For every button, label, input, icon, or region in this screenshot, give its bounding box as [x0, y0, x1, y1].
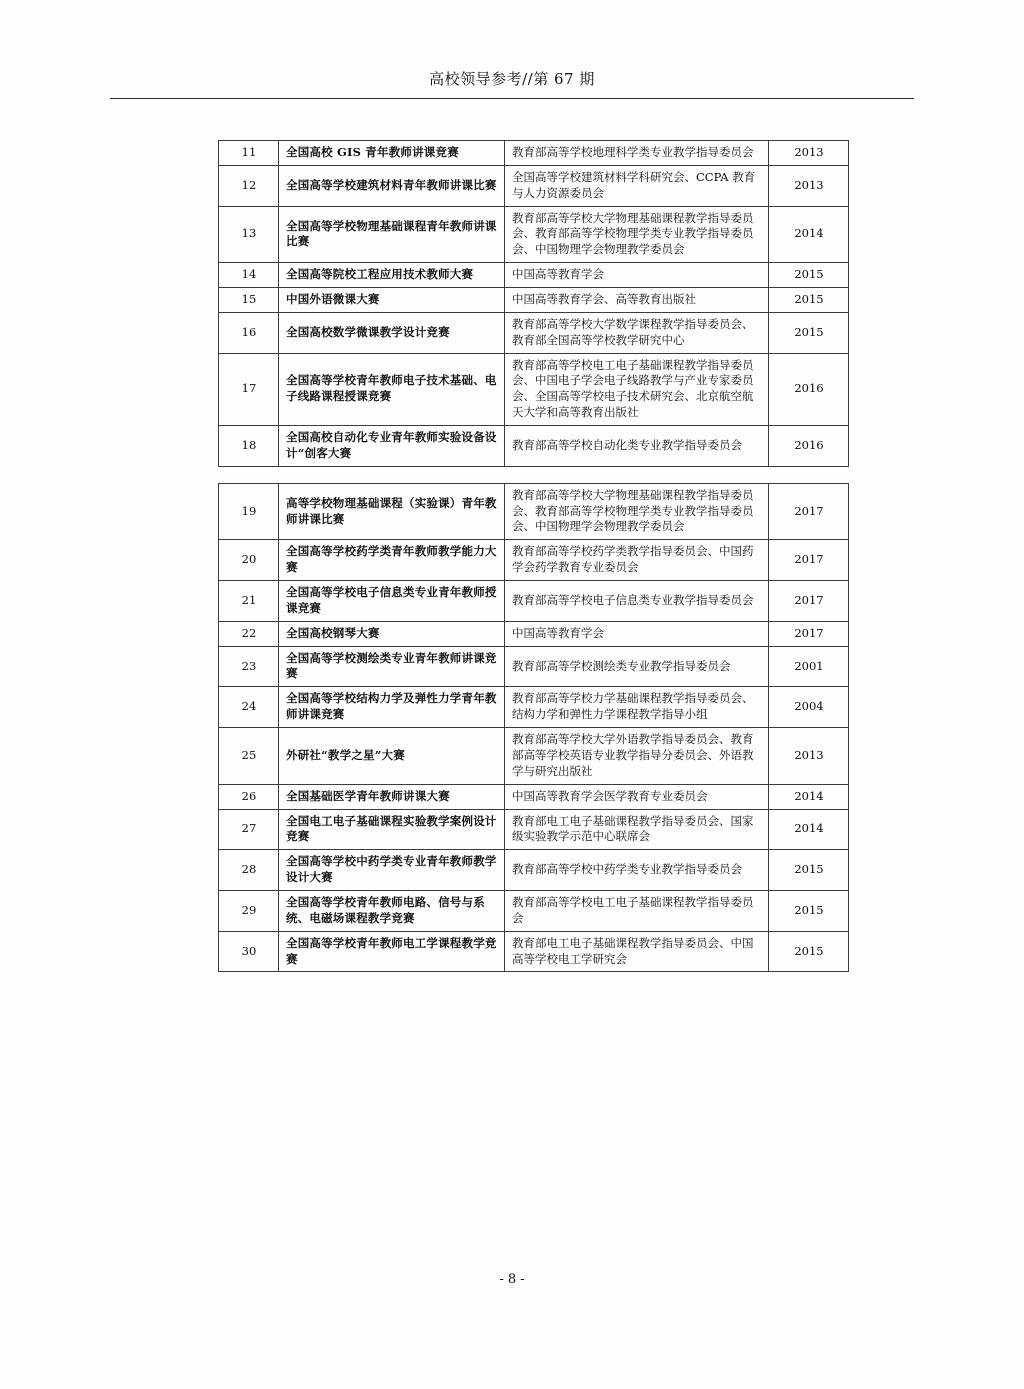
cell-organizer: 教育部高等学校地理科学类专业教学指导委员会: [505, 141, 769, 166]
cell-year: 2015: [769, 312, 849, 353]
cell-serial-number: 24: [219, 687, 279, 728]
table-row: [219, 809, 849, 850]
cell-organizer: 全国高等学校建筑材料学科研究会、CCPA 教育与人力资源委员会: [505, 165, 769, 206]
cell-serial-number: 26: [219, 784, 279, 809]
cell-competition-name: 全国高等学校中药学类专业青年教师教学设计大赛: [279, 850, 505, 891]
cell-organizer: 教育部高等学校中药学类专业教学指导委员会: [505, 850, 769, 891]
cell-competition-name: 中国外语微课大赛: [279, 288, 505, 313]
cell-competition-name: 全国高等学校药学类青年教师教学能力大赛: [279, 540, 505, 581]
cell-organizer: 教育部高等学校自动化类专业教学指导委员会: [505, 426, 769, 467]
cell-competition-name: 全国高校钢琴大赛: [279, 621, 505, 646]
cell-year: 2013: [769, 165, 849, 206]
competition-table-lower: [218, 483, 849, 973]
table-row: [219, 206, 849, 263]
cell-competition-name: 全国高等院校工程应用技术教师大赛: [279, 263, 505, 288]
table-row: [219, 646, 849, 687]
cell-organizer: 教育部电工电子基础课程教学指导委员会、中国高等学校电工学研究会: [505, 931, 769, 972]
cell-competition-name: 外研社“教学之星”大赛: [279, 728, 505, 785]
cell-year: 2014: [769, 784, 849, 809]
cell-year: 2013: [769, 728, 849, 785]
cell-competition-name: 全国高等学校建筑材料青年教师讲课比赛: [279, 165, 505, 206]
table-section-gap: [218, 467, 808, 483]
cell-serial-number: 11: [219, 141, 279, 166]
table-row: [219, 931, 849, 972]
table-row: [219, 728, 849, 785]
cell-competition-name: 全国高等学校结构力学及弹性力学青年教师讲课竞赛: [279, 687, 505, 728]
table-row: [219, 540, 849, 581]
table-row: [219, 165, 849, 206]
cell-serial-number: 22: [219, 621, 279, 646]
cell-organizer: 教育部高等学校大学物理基础课程教学指导委员会、教育部高等学校物理学类专业教学指导委员会、中国物理学会物理教学委员会: [505, 206, 769, 263]
cell-year: 2014: [769, 206, 849, 263]
table-row: [219, 687, 849, 728]
running-header: 高校领导参考//第 67 期: [429, 70, 595, 88]
cell-year: 2001: [769, 646, 849, 687]
cell-year: 2016: [769, 426, 849, 467]
competition-table-part-1: [218, 140, 824, 467]
table-row: [219, 850, 849, 891]
cell-serial-number: 12: [219, 165, 279, 206]
cell-serial-number: 28: [219, 850, 279, 891]
cell-serial-number: 21: [219, 581, 279, 622]
cell-year: 2004: [769, 687, 849, 728]
cell-year: 2017: [769, 581, 849, 622]
cell-competition-name: 全国高等学校青年教师电路、信号与系统、电磁场课程教学竞赛: [279, 890, 505, 931]
table-row: [219, 483, 849, 540]
table-row: [219, 141, 849, 166]
table-row: [219, 353, 849, 425]
cell-year: 2015: [769, 850, 849, 891]
cell-serial-number: 30: [219, 931, 279, 972]
cell-competition-name: 全国高等学校电子信息类专业青年教师授课竞赛: [279, 581, 505, 622]
table-row: [219, 288, 849, 313]
cell-year: 2014: [769, 809, 849, 850]
cell-serial-number: 13: [219, 206, 279, 263]
cell-organizer: 中国高等教育学会、高等教育出版社: [505, 288, 769, 313]
cell-organizer: 教育部高等学校电工电子基础课程教学指导委员会: [505, 890, 769, 931]
cell-serial-number: 27: [219, 809, 279, 850]
cell-competition-name: 全国高等学校青年教师电工学课程教学竞赛: [279, 931, 505, 972]
table-row: [219, 581, 849, 622]
cell-organizer: 教育部高等学校大学外语教学指导委员会、教育部高等学校英语专业教学指导分委员会、外语教学与研究出版社: [505, 728, 769, 785]
cell-serial-number: 20: [219, 540, 279, 581]
cell-year: 2015: [769, 890, 849, 931]
competition-table-part-2: [218, 483, 824, 973]
cell-serial-number: 23: [219, 646, 279, 687]
table-row: [219, 890, 849, 931]
cell-organizer: 教育部高等学校力学基础课程教学指导委员会、结构力学和弹性力学课程教学指导小组: [505, 687, 769, 728]
cell-competition-name: 高等学校物理基础课程（实验课）青年教师讲课比赛: [279, 483, 505, 540]
cell-organizer: 教育部高等学校大学物理基础课程教学指导委员会、教育部高等学校物理学类专业教学指导委员会、中国物理学会物理教学委员会: [505, 483, 769, 540]
page-footer: - 8 -: [499, 1272, 525, 1287]
cell-organizer: 教育部高等学校电工电子基础课程教学指导委员会、中国电子学会电子线路教学与产业专家委员会、全国高等学校电子技术研究会、北京航空航天大学和高等教育出版社: [505, 353, 769, 425]
cell-organizer: 教育部高等学校大学数学课程教学指导委员会、教育部全国高等学校教学研究中心: [505, 312, 769, 353]
table-body-upper: [219, 141, 849, 467]
cell-year: 2017: [769, 540, 849, 581]
cell-organizer: 中国高等教育学会: [505, 621, 769, 646]
header-divider: [110, 98, 914, 99]
cell-serial-number: 25: [219, 728, 279, 785]
cell-serial-number: 29: [219, 890, 279, 931]
cell-serial-number: 17: [219, 353, 279, 425]
cell-year: 2017: [769, 483, 849, 540]
cell-year: 2013: [769, 141, 849, 166]
table-container: [218, 140, 824, 972]
table-row: [219, 263, 849, 288]
cell-competition-name: 全国高等学校物理基础课程青年教师讲课比赛: [279, 206, 505, 263]
cell-serial-number: 15: [219, 288, 279, 313]
cell-competition-name: 全国电工电子基础课程实验教学案例设计竞赛: [279, 809, 505, 850]
table-row: [219, 621, 849, 646]
cell-year: 2016: [769, 353, 849, 425]
cell-competition-name: 全国高校自动化专业青年教师实验设备设计“创客大赛: [279, 426, 505, 467]
cell-competition-name: 全国高等学校青年教师电子技术基础、电子线路课程授课竞赛: [279, 353, 505, 425]
cell-year: 2015: [769, 931, 849, 972]
cell-year: 2015: [769, 263, 849, 288]
cell-serial-number: 14: [219, 263, 279, 288]
cell-serial-number: 16: [219, 312, 279, 353]
cell-organizer: 中国高等教育学会: [505, 263, 769, 288]
table-body-lower: [219, 483, 849, 972]
table-row: [219, 312, 849, 353]
table-row: [219, 426, 849, 467]
cell-competition-name: 全国基础医学青年教师讲课大赛: [279, 784, 505, 809]
cell-serial-number: 18: [219, 426, 279, 467]
cell-competition-name: 全国高校数学微课教学设计竞赛: [279, 312, 505, 353]
cell-serial-number: 19: [219, 483, 279, 540]
cell-organizer: 教育部高等学校电子信息类专业教学指导委员会: [505, 581, 769, 622]
table-row: [219, 784, 849, 809]
cell-competition-name: 全国高校 GIS 青年教师讲课竞赛: [279, 141, 505, 166]
competition-table-upper: [218, 140, 849, 467]
cell-competition-name: 全国高等学校测绘类专业青年教师讲课竞赛: [279, 646, 505, 687]
cell-organizer: 教育部高等学校药学类教学指导委员会、中国药学会药学教育专业委员会: [505, 540, 769, 581]
cell-organizer: 教育部电工电子基础课程教学指导委员会、国家级实验教学示范中心联席会: [505, 809, 769, 850]
cell-year: 2015: [769, 288, 849, 313]
cell-organizer: 教育部高等学校测绘类专业教学指导委员会: [505, 646, 769, 687]
cell-year: 2017: [769, 621, 849, 646]
cell-organizer: 中国高等教育学会医学教育专业委员会: [505, 784, 769, 809]
